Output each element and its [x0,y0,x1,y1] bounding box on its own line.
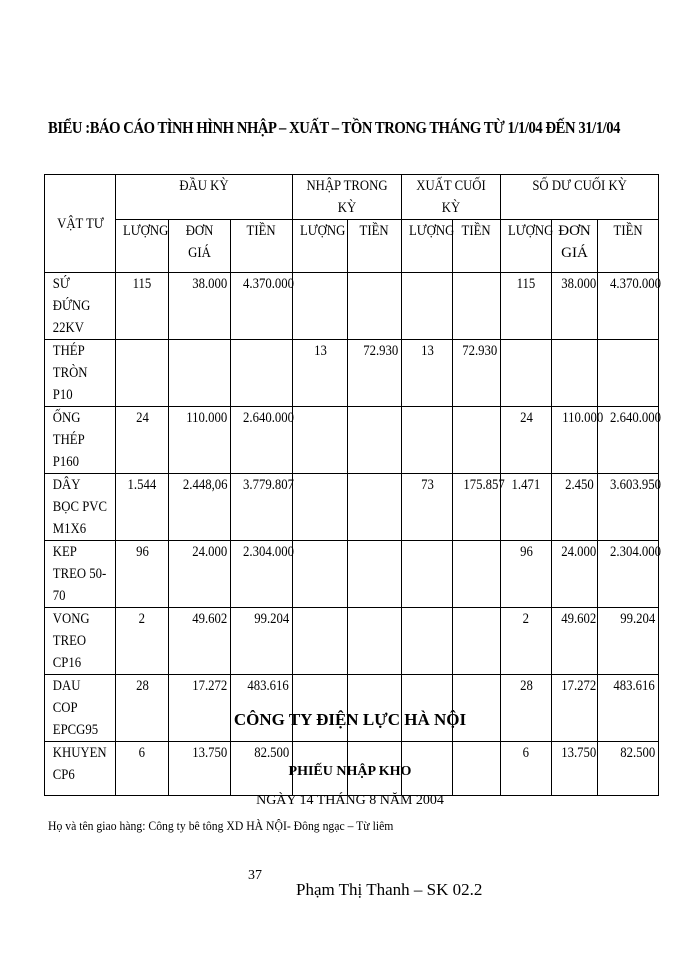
item-name-cell: VONG TREO CP16 [45,608,116,675]
opening-quantity-cell: 28 [116,675,169,742]
closing-price-cell: 2.450 [552,474,598,541]
opening-amount-cell: 99.204 [231,608,293,675]
opening-amount-cell: 483.616 [231,675,293,742]
import-amount-cell [348,273,402,340]
opening-quantity-cell: 115 [116,273,169,340]
table-row [45,675,659,742]
opening-price-cell: 24.000 [169,541,231,608]
closing-price-cell: 38.000 [552,273,598,340]
export-amount-cell [453,675,501,742]
import-quantity-cell [293,273,348,340]
table-row [45,541,659,608]
import-amount-cell: 72.930 [348,340,402,407]
sub-header-row [45,220,659,273]
opening-quantity-header: LƯỢNG [116,220,169,273]
closing-quantity-cell: 96 [501,541,552,608]
opening-price-cell: 2.448,06 [169,474,231,541]
export-quantity-cell [402,407,453,474]
export-quantity-header: LƯỢNG [402,220,453,273]
table-row [45,273,659,340]
import-quantity-cell [293,474,348,541]
import-quantity-cell [293,608,348,675]
closing-price-cell: 13.750 [552,742,598,796]
opening-price-cell: 17.272 [169,675,231,742]
import-amount-cell [348,474,402,541]
closing-quantity-header: LƯỢNG [501,220,552,273]
closing-price-header: ĐƠN GIÁ [552,220,598,273]
item-name-cell: SỨ ĐỨNG 22KV [45,273,116,340]
closing-amount-cell: 4.370.000 [598,273,659,340]
opening-amount-cell: 2.304.000 [231,541,293,608]
export-quantity-cell [402,608,453,675]
closing-amount-header: TIỀN [598,220,659,273]
deliverer-line: Họ và tên giao hàng: Công ty bê tông XD HÀ NỘI- Đông ngạc – Từ liêm [48,818,394,833]
closing-quantity-cell: 28 [501,675,552,742]
opening-price-cell: 13.750 [169,742,231,796]
opening-quantity-cell: 24 [116,407,169,474]
page-number: 37 [248,868,262,883]
group-header-row [45,175,659,220]
closing-amount-cell: 82.500 [598,742,659,796]
closing-price-cell [552,340,598,407]
export-amount-cell [453,407,501,474]
closing-quantity-cell: 24 [501,407,552,474]
export-quantity-cell: 13 [402,340,453,407]
inventory-table [44,174,662,796]
import-amount-cell [348,608,402,675]
closing-price-cell: 24.000 [552,541,598,608]
import-quantity-header: LƯỢNG [293,220,348,273]
import-amount-cell [348,675,402,742]
receipt-title: PHIẾU NHẬP KHO [288,764,412,779]
import-quantity-cell [293,675,348,742]
company-name: CÔNG TY ĐIỆN LỰC HÀ NỘI [233,710,467,729]
item-name-cell: ỐNG THÉP P160 [45,407,116,474]
item-column-header: VẬT TƯ [45,175,116,273]
closing-quantity-cell: 1.471 [501,474,552,541]
opening-price-cell [169,340,231,407]
import-group-header: NHẬP TRONG KỲ [293,175,402,220]
item-name-cell: THÉP TRÒN P10 [45,340,116,407]
table-row [45,407,659,474]
opening-quantity-cell: 96 [116,541,169,608]
opening-amount-cell: 2.640.000 [231,407,293,474]
author-footer: Phạm Thị Thanh – SK 02.2 [296,880,483,899]
export-quantity-cell: 73 [402,474,453,541]
export-amount-cell: 72.930 [453,340,501,407]
export-amount-cell: 175.857 [453,474,501,541]
closing-amount-cell: 3.603.950 [598,474,659,541]
closing-amount-cell [598,340,659,407]
export-amount-header: TIỀN [453,220,501,273]
item-name-cell: DAU COP EPCG95 [45,675,116,742]
opening-price-header: ĐƠN GIÁ [169,220,231,273]
closing-quantity-cell: 2 [501,608,552,675]
closing-group-header: SỐ DƯ CUỐI KỲ [501,175,659,220]
receipt-date: NGÀY 14 THÁNG 8 NĂM 2004 [256,793,444,808]
import-amount-cell [348,541,402,608]
item-name-cell: KHUYEN CP6 [45,742,116,796]
import-quantity-cell: 13 [293,340,348,407]
opening-group-header: ĐẦU KỲ [116,175,293,220]
table-row [45,608,659,675]
export-amount-cell [453,608,501,675]
export-group-header: XUẤT CUỐI KỲ [402,175,501,220]
table-row [45,474,659,541]
opening-quantity-cell: 2 [116,608,169,675]
opening-amount-cell [231,340,293,407]
closing-quantity-cell: 115 [501,273,552,340]
opening-price-cell: 38.000 [169,273,231,340]
opening-quantity-cell: 1.544 [116,474,169,541]
closing-quantity-cell: 6 [501,742,552,796]
import-quantity-cell [293,407,348,474]
opening-amount-cell: 3.779.807 [231,474,293,541]
opening-amount-cell: 4.370.000 [231,273,293,340]
opening-price-cell: 110.000 [169,407,231,474]
closing-amount-cell: 2.304.000 [598,541,659,608]
closing-amount-cell: 99.204 [598,608,659,675]
import-quantity-cell [293,541,348,608]
import-amount-cell [348,407,402,474]
export-quantity-cell [402,273,453,340]
closing-amount-cell: 2.640.000 [598,407,659,474]
closing-quantity-cell [501,340,552,407]
import-amount-header: TIỀN [348,220,402,273]
export-amount-cell [453,541,501,608]
closing-price-cell: 110.000 [552,407,598,474]
opening-quantity-cell: 6 [116,742,169,796]
export-amount-cell [453,273,501,340]
opening-amount-header: TIỀN [231,220,293,273]
opening-amount-cell: 82.500 [231,742,293,796]
item-name-cell: KEP TREO 50-70 [45,541,116,608]
opening-price-cell: 49.602 [169,608,231,675]
table-row [45,340,659,407]
report-title: BIỂU :BÁO CÁO TÌNH HÌNH NHẬP – XUẤT – TỒN TRONG THÁNG TỪ 1/1/04 ĐẾN 31/1/04 [48,118,621,137]
export-quantity-cell [402,541,453,608]
export-quantity-cell [402,675,453,742]
item-name-cell: DÂY BỌC PVC M1X6 [45,474,116,541]
closing-amount-cell: 483.616 [598,675,659,742]
opening-quantity-cell [116,340,169,407]
closing-price-cell: 17.272 [552,675,598,742]
closing-price-cell: 49.602 [552,608,598,675]
